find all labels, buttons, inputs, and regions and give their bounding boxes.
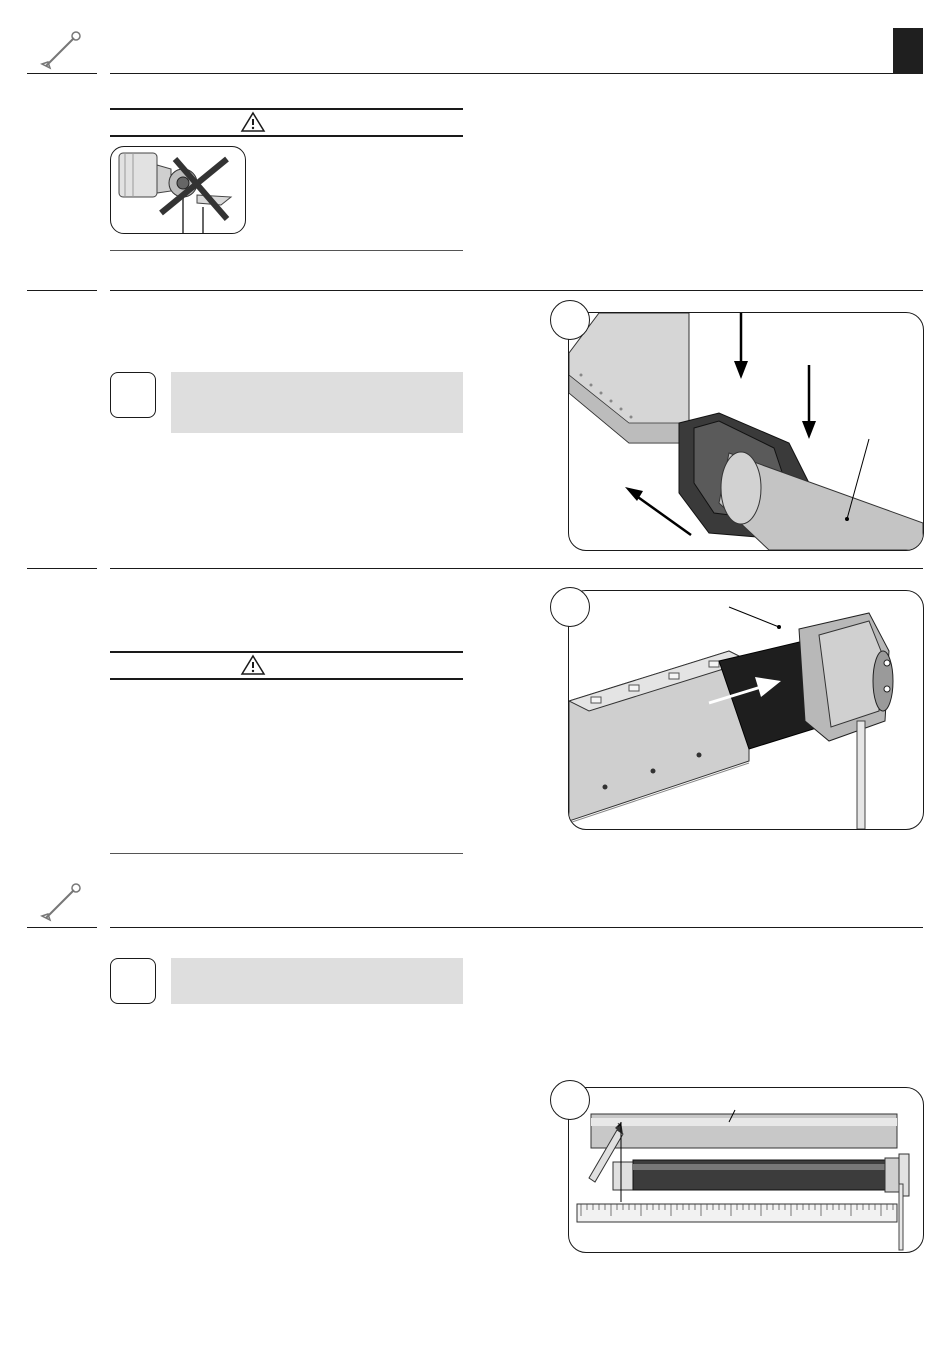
fig-insert-motor-number-badge [550,587,590,627]
fig-adapter-number-badge [550,300,590,340]
header-wrench-icon [40,30,84,70]
warning-triangle-icon [240,654,266,676]
page-tab [893,28,923,74]
header-rule-left [27,73,97,74]
section4-rule-main [110,927,923,928]
fig-measure-number-badge [550,1080,590,1120]
section-rule-left [27,290,97,291]
svg-text:×: × [617,1120,623,1130]
section4-wrench-icon [40,882,84,922]
note-panel [171,372,463,433]
fig-insert-motor [568,590,924,830]
fig-adapter [568,312,924,551]
fig-measure [568,1087,924,1253]
warning-block-end-rule [110,250,463,251]
header-rule-main [110,73,923,74]
section3-rule-main [110,568,923,569]
warning-bar-2 [110,651,463,680]
section4-rule-left [27,927,97,928]
warning-triangle-icon [240,111,266,133]
section-rule-main [110,290,923,291]
warning-bar [110,108,463,137]
warning-block2-end-rule [110,853,463,854]
note-panel-2 [171,958,463,1004]
info-box-icon [110,372,156,418]
info-box-icon [110,958,156,1004]
warning-illustration [110,146,246,234]
section3-rule-left [27,568,97,569]
